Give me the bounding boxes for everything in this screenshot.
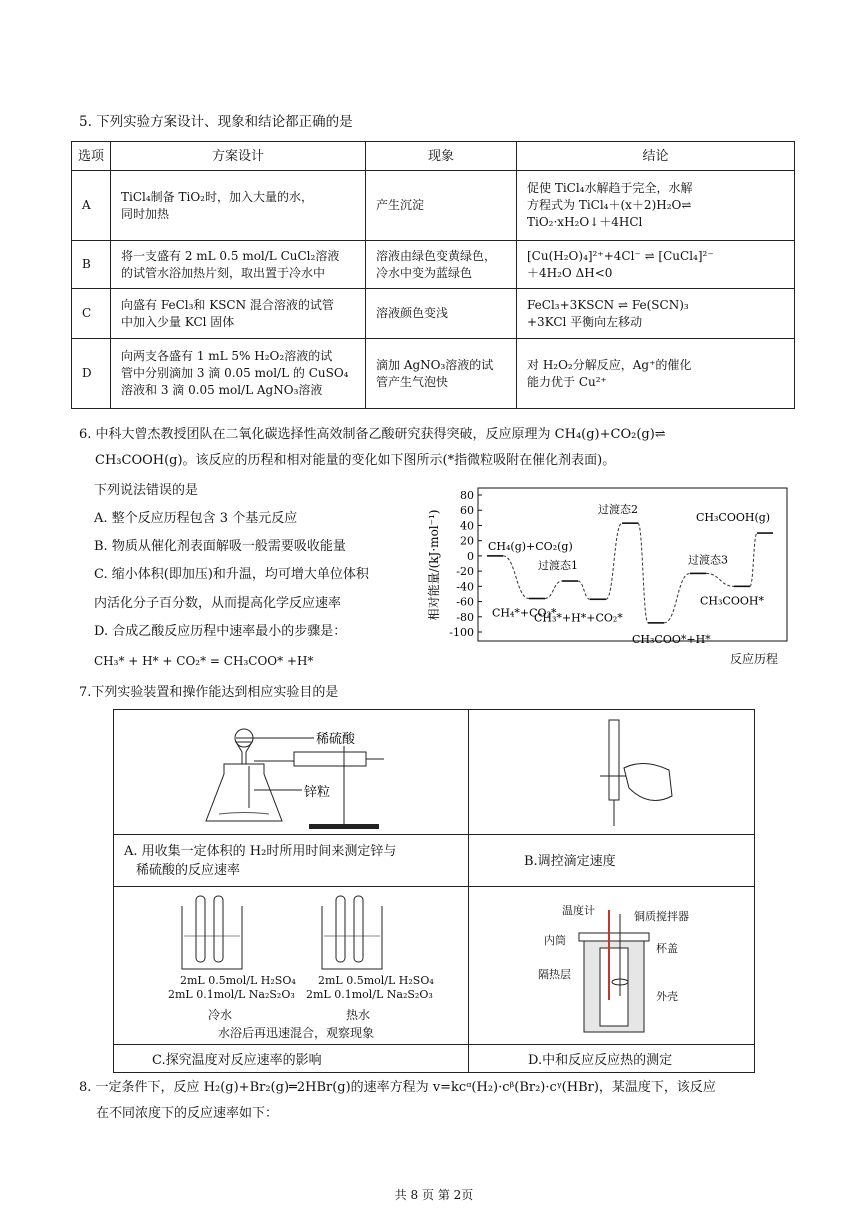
q6-prompt: 下列说法错误的是 xyxy=(94,483,199,498)
y-tick-label: 0 xyxy=(467,549,474,563)
label-hot: 热水 xyxy=(346,1008,371,1022)
caption-b: B.调控滴定速度 xyxy=(524,854,616,869)
energy-path-segment xyxy=(706,573,734,586)
energy-path-segment xyxy=(503,556,529,599)
q5-row-a xyxy=(72,171,795,241)
design-line: 同时加热 xyxy=(121,206,170,221)
q8-line2: 在不同浓度下的反应速率如下： xyxy=(96,1106,279,1121)
label-insulation: 隔热层 xyxy=(538,968,571,981)
x-axis-label: 反应历程 xyxy=(730,652,779,666)
test-tube-icon xyxy=(196,896,205,962)
q6-option-a: A. 整个反应历程包含 3 个基元反应 xyxy=(94,511,298,526)
conclusion-line: [Cu(H₂O)₄]²⁺+4Cl⁻ ⇌ [CuCl₄]²⁻ xyxy=(527,248,714,263)
q6-option-d-eq: CH₃* + H* + CO₂* = CH₃COO* +H* xyxy=(94,654,314,668)
label-thermometer: 温度计 xyxy=(562,904,595,917)
y-ticks xyxy=(449,489,482,639)
burette-icon xyxy=(609,720,619,800)
conclusion-line: 能力优于 Cu²⁺ xyxy=(527,374,607,389)
energy-levels xyxy=(487,502,773,646)
energy-level-label: CH₄*+CO₂* xyxy=(492,606,557,620)
energy-path-segment xyxy=(638,523,648,623)
label-note: 水浴后再迅速混合，观察现象 xyxy=(218,1026,375,1040)
option-cell: C xyxy=(72,289,111,339)
label-c-left-2: 2mL 0.1mol/L Na₂S₂O₃ xyxy=(168,988,295,1001)
grid-divider xyxy=(468,710,469,1072)
design-line: 的试管水浴加热片刻，取出置于冷水中 xyxy=(121,265,326,280)
label-shell: 外壳 xyxy=(656,990,678,1003)
y-tick-label: -60 xyxy=(456,595,474,609)
energy-level-label: CH₄(g)+CO₂(g) xyxy=(488,539,573,553)
phenomenon-cell xyxy=(366,241,517,289)
energy-diagram xyxy=(420,485,792,670)
q8-line1: 8. 一定条件下，反应 H₂(g)+Br₂(g)═2HBr(g)的速率方程为 v=kcᵅ(H₂)·cᵝ(Br₂)·cᵞ(HBr)，某温度下，该反应 xyxy=(79,1080,716,1095)
design-line: 中加入少量 KCl 固体 xyxy=(121,314,235,329)
energy-path-segment xyxy=(578,581,590,599)
phenomenon-line: 溶液颜色变浅 xyxy=(376,306,449,320)
y-tick-label: -100 xyxy=(449,626,474,639)
beaker-icon xyxy=(322,906,382,969)
q6-option-b: B. 物质从催化剂表面解吸一般需要吸收能量 xyxy=(94,539,346,554)
conclusion-line: +3KCl 平衡向左移动 xyxy=(527,314,643,329)
q5-title: 5. 下列实验方案设计、现象和结论都正确的是 xyxy=(79,114,353,130)
conclusion-cell xyxy=(517,241,795,289)
q5-row-b xyxy=(72,241,795,289)
grid-divider xyxy=(114,886,754,887)
phenomenon-line: 管产生气泡快 xyxy=(376,374,449,389)
q6-option-d: D. 合成乙酸反应历程中速率最小的步骤是： xyxy=(94,624,347,639)
header-option: 选项 xyxy=(72,142,111,171)
energy-level-label: 过渡态3 xyxy=(688,553,728,567)
label-c-right-1: 2mL 0.5mol/L H₂SO₄ xyxy=(318,974,434,987)
energy-level-label: 过渡态1 xyxy=(538,559,578,573)
grid-divider xyxy=(114,834,754,835)
phenomenon-line: 溶液由绿色变黄绿色， xyxy=(376,248,497,263)
conclusion-cell xyxy=(517,171,795,241)
beaker-icon xyxy=(182,906,242,969)
energy-level-label: CH₃COO*+H* xyxy=(632,632,711,646)
test-tube-icon xyxy=(354,896,363,962)
caption-d: D.中和反应反应热的测定 xyxy=(528,1053,673,1068)
q5-row-d xyxy=(72,339,795,409)
q6-option-c: C. 缩小体积(即加压)和升温，均可增大单位体积 xyxy=(94,567,369,582)
design-line: 向两支各盛有 1 mL 5% H₂O₂溶液的试 xyxy=(121,349,333,363)
q7-title: 7.下列实验装置和操作能达到相应实验目的是 xyxy=(79,685,339,700)
conclusion-line: FeCl₃+3KSCN ⇌ Fe(SCN)₃ xyxy=(527,297,689,312)
hand-icon xyxy=(624,763,672,800)
design-line: 溶液和 3 滴 0.05 mol/L AgNO₃溶液 xyxy=(121,383,323,397)
label-c-left-1: 2mL 0.5mol/L H₂SO₄ xyxy=(180,974,296,987)
option-cell: A xyxy=(72,171,111,241)
design-cell xyxy=(111,289,366,339)
q7-grid xyxy=(113,709,755,1073)
design-line: 管中分别滴加 3 滴 0.05 mol/L 的 CuSO₄ xyxy=(121,366,349,380)
label-c-right-2: 2mL 0.1mol/L Na₂S₂O₃ xyxy=(306,988,433,1001)
energy-level-label: 过渡态2 xyxy=(598,503,638,517)
test-tube-icon xyxy=(336,896,345,962)
conclusion-cell xyxy=(517,339,795,409)
syringe-icon xyxy=(294,752,366,766)
y-tick-label: 80 xyxy=(460,489,474,502)
page-footer: 共 8 页 第 2页 xyxy=(394,1188,474,1202)
label-acid: 稀硫酸 xyxy=(316,732,356,747)
conclusion-line: 方程式为 TiCl₄＋(x＋2)H₂O⇌ xyxy=(527,198,692,212)
phenomenon-cell xyxy=(366,289,517,339)
q6-stem-line2: CH₃COOH(g)。该反应的历程和相对能量的变化如下图所示(*指微粒吸附在催化剂表面)。 xyxy=(95,453,616,468)
caption-c: C.探究温度对反应速率的影响 xyxy=(152,1053,322,1068)
design-cell xyxy=(111,241,366,289)
phenomenon-cell xyxy=(366,171,517,241)
caption-a-line2: 稀硫酸的反应速率 xyxy=(136,863,241,878)
y-tick-label: -80 xyxy=(456,610,474,624)
energy-level-label: CH₃COOH(g) xyxy=(696,511,771,525)
label-inner: 内筒 xyxy=(544,934,566,947)
conclusion-line: ＋4H₂O ΔH<0 xyxy=(527,265,613,280)
design-line: 向盛有 FeCl₃和 KSCN 混合溶液的试管 xyxy=(121,297,334,312)
energy-path-segment xyxy=(750,533,757,586)
inner-cup-icon xyxy=(600,948,628,1026)
header-phenomenon: 现象 xyxy=(366,142,517,171)
apparatus-a xyxy=(194,716,424,832)
grid-divider xyxy=(114,1044,754,1045)
energy-level-label: CH₃COOH* xyxy=(700,594,764,608)
conclusion-cell xyxy=(517,289,795,339)
caption-a-line1: A. 用收集一定体积的 H₂时所用时间来测定锌与 xyxy=(124,844,397,859)
y-tick-label: -40 xyxy=(456,580,474,594)
phenomenon-line: 滴加 AgNO₃溶液的试 xyxy=(376,357,494,372)
label-cold: 冷水 xyxy=(208,1008,233,1022)
lid-icon xyxy=(579,933,649,941)
conclusion-line: 对 H₂O₂分解反应，Ag⁺的催化 xyxy=(527,357,692,372)
header-conclusion: 结论 xyxy=(517,142,795,171)
y-tick-label: 20 xyxy=(460,534,474,548)
conclusion-line: TiO₂·xH₂O↓＋4HCl xyxy=(527,215,643,229)
energy-path-segment xyxy=(545,581,562,599)
option-cell: B xyxy=(72,241,111,289)
q6-option-c-cont: 内活化分子百分数，从而提高化学反应速率 xyxy=(94,596,342,611)
design-line: 将一支盛有 2 mL 0.5 mol/L CuCl₂溶液 xyxy=(121,248,340,263)
header-design: 方案设计 xyxy=(111,142,366,171)
conclusion-line: 促使 TiCl₄水解趋于完全，水解 xyxy=(527,181,693,195)
test-tube-icon xyxy=(214,896,223,962)
y-tick-label: 40 xyxy=(460,519,474,533)
design-cell xyxy=(111,339,366,409)
q6-stem-line1: 6. 中科大曾杰教授团队在二氧化碳选择性高效制备乙酸研究获得突破，反应原理为 CH₄(g)+CO₂(g)⇌ xyxy=(79,427,666,442)
apparatus-b xyxy=(574,718,694,830)
option-cell: D xyxy=(72,339,111,409)
q5-table xyxy=(71,141,795,409)
energy-path-segment xyxy=(606,523,622,599)
q5-row-c xyxy=(72,289,795,339)
label-zinc: 锌粒 xyxy=(304,785,331,800)
energy-level-label: CH₃*+H*+CO₂* xyxy=(534,611,623,625)
y-axis-label: 相对能量/(kJ·mol⁻¹) xyxy=(427,509,441,621)
label-lid: 杯盖 xyxy=(656,942,678,955)
energy-path-segment xyxy=(664,573,690,622)
phenomenon-line: 冷水中变为蓝绿色 xyxy=(376,265,473,280)
apparatus-c xyxy=(164,894,444,974)
phenomenon-line: 产生沉淀 xyxy=(376,198,425,212)
y-tick-label: 60 xyxy=(460,504,474,518)
y-tick-label: -20 xyxy=(456,565,474,579)
design-cell xyxy=(111,171,366,241)
q5-header-row xyxy=(72,142,795,171)
design-line: TiCl₄制备 TiO₂时，加入大量的水， xyxy=(121,189,313,204)
phenomenon-cell xyxy=(366,339,517,409)
label-stirrer: 铜质搅拌器 xyxy=(634,910,689,923)
